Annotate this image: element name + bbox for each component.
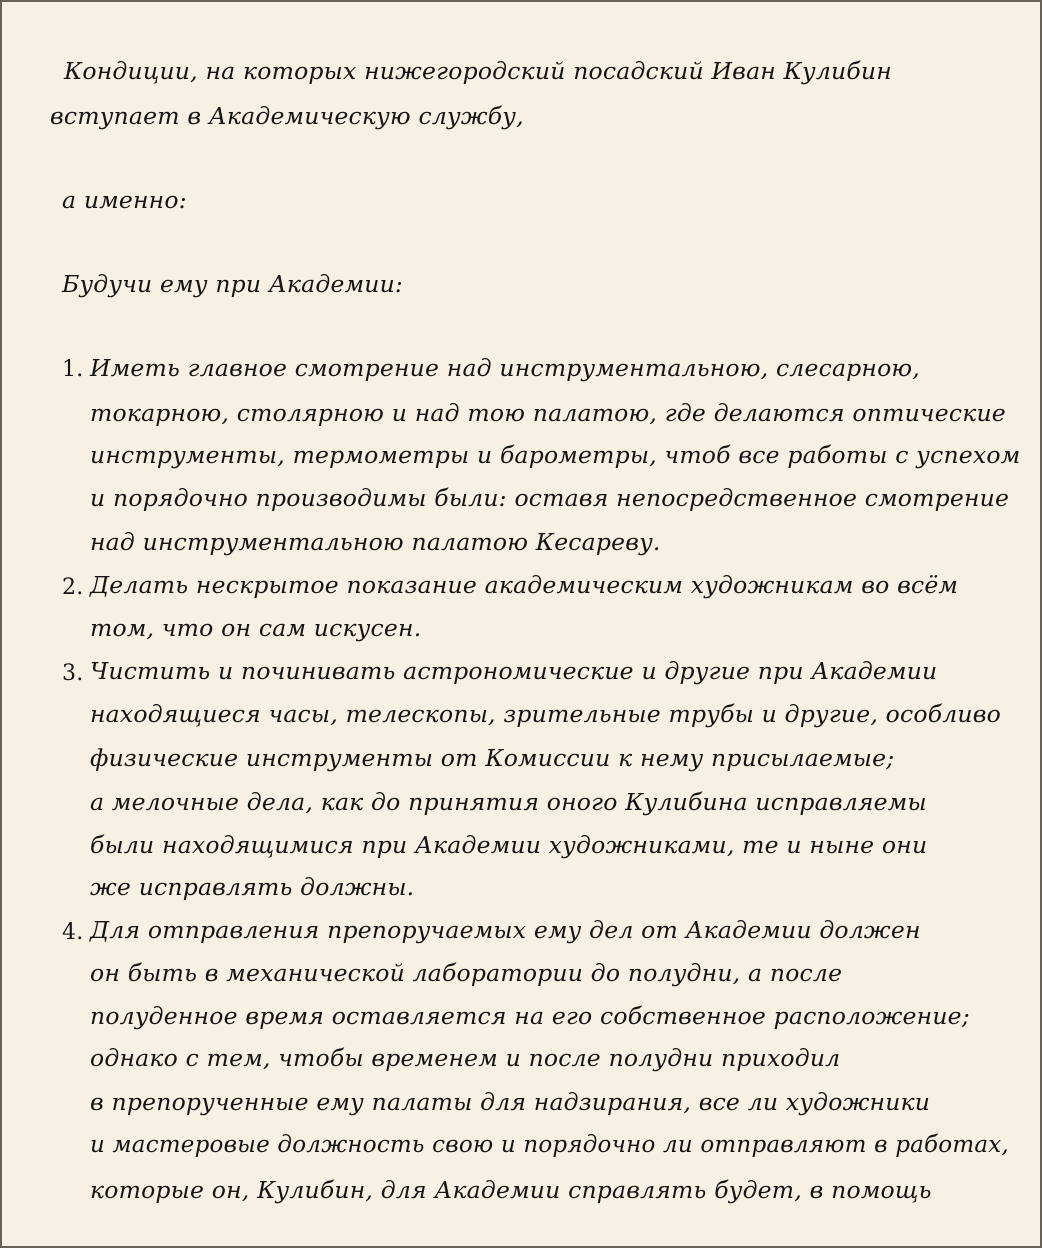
title-line-2: вступает в Академическую службу, xyxy=(50,102,524,130)
item-4-line-7: которые он, Кулибин, для Академии справлять будет, в помощь xyxy=(90,1176,932,1204)
item-4-line-3: полуденное время оставляется на его собственное расположение; xyxy=(90,1002,970,1030)
item-1-line-1: Иметь главное смотрение над инструментальною, слесарною, xyxy=(90,354,920,382)
title-line-1: Кондиции, на которых нижегородский посадский Иван Кулибин xyxy=(64,57,892,85)
item-4-line-6: и мастеровые должность свою и порядочно ли отправляют в работах, xyxy=(90,1132,1009,1158)
item-3-line-2: находящиеся часы, телескопы, зрительные трубы и другие, особливо xyxy=(90,700,1001,728)
item-3-line-5: были находящимися при Академии художниками, те и ныне они xyxy=(90,831,928,859)
item-3-line-1: Чистить и починивать астрономические и другие при Академии xyxy=(90,657,938,685)
item-2-number: 2. xyxy=(62,575,84,600)
item-3-line-3: физические инструменты от Комиссии к нему присылаемые; xyxy=(90,744,895,772)
item-1-line-5: над инструментальною палатою Кесареву. xyxy=(90,528,661,556)
item-2-line-1: Делать нескрытое показание академическим художникам во всём xyxy=(90,571,959,599)
item-3-line-6: же исправлять должны. xyxy=(90,873,415,901)
item-4-number: 4. xyxy=(62,920,84,945)
item-4-line-1: Для отправления препоручаемых ему дел от Академии должен xyxy=(90,916,921,944)
item-2-line-2: том, что он сам искусен. xyxy=(90,614,422,642)
item-1-number: 1. xyxy=(62,357,84,382)
item-4-line-4: однако с тем, чтобы временем и после полудни приходил xyxy=(90,1044,841,1072)
item-3-number: 3. xyxy=(62,661,84,686)
item-1-line-4: и порядочно производимы были: оставя непосредственное смотрение xyxy=(90,484,1010,512)
intro-line: а именно: xyxy=(62,186,187,214)
item-3-line-4: а мелочные дела, как до принятия оного Кулибина исправляемы xyxy=(90,788,927,816)
preamble-line: Будучи ему при Академии: xyxy=(62,270,404,298)
item-1-line-2: токарною, столярною и над тою палатою, где делаются оптические xyxy=(90,399,1006,427)
item-4-line-5: в препорученные ему палаты для надзирания, все ли художники xyxy=(90,1088,931,1116)
item-1-line-3: инструменты, термометры и барометры, чтоб все работы с успехом xyxy=(90,441,1021,469)
item-4-line-2: он быть в механической лаборатории до полудни, а после xyxy=(90,959,843,987)
